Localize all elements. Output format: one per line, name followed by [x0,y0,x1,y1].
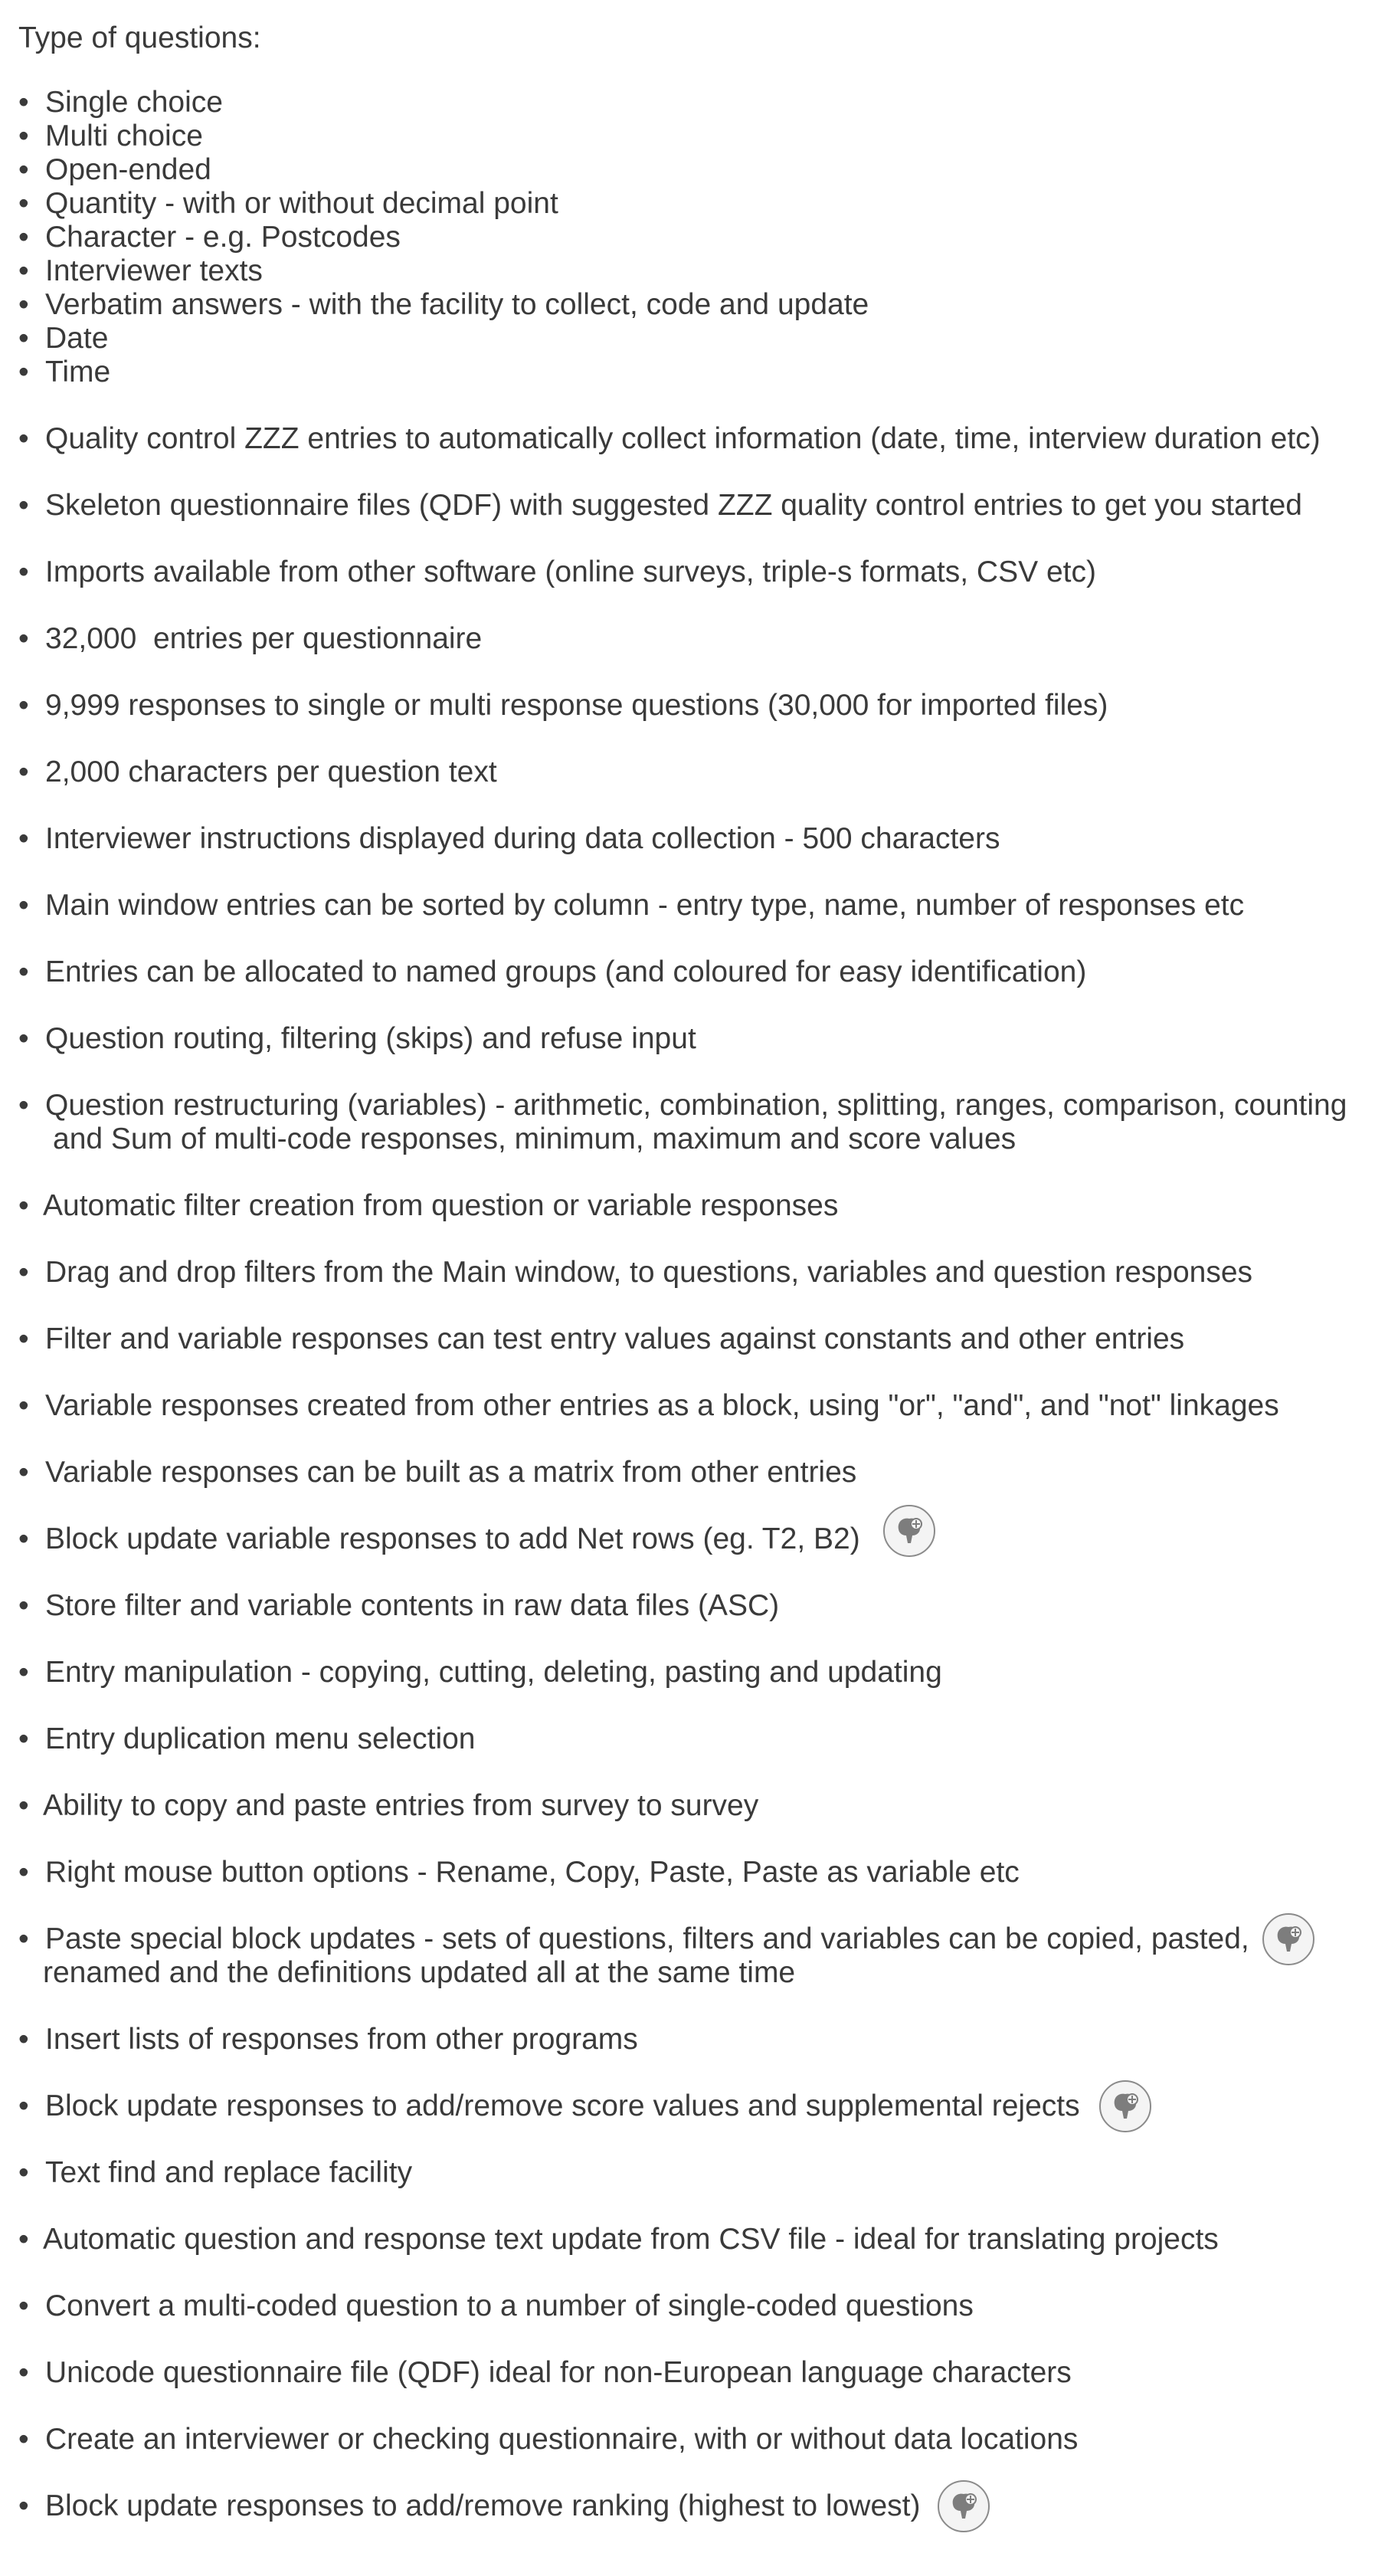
feature-text [45,1089,1347,1156]
bullet-icon: • [18,1022,29,1055]
feature-text: Block update variable responses to add Net rows (eg. T2, B2) [45,1522,860,1555]
question-type-text: Multi choice [45,120,203,152]
feature-text: Convert a multi-coded question to a number of single-coded questions [45,2289,974,2322]
bullet-icon: • [18,755,29,788]
bullet-icon: • [18,2223,29,2256]
bullet-icon: • [18,2423,29,2456]
bullet-icon: • [18,1656,29,1689]
feature-text-line1: Question restructuring (variables) - arithmetic, combination, splitting, ranges, comparison, counting [45,1089,1347,1122]
feature-text: Imports available from other software (online surveys, triple-s formats, CSV etc) [45,556,1096,588]
bullet-icon: • [18,1856,29,1889]
bullet-icon: • [18,322,29,355]
bullet-icon: • [18,1789,29,1822]
bullet-icon: • [18,1522,29,1555]
feature-text: 2,000 characters per question text [45,755,497,788]
feature-text: Question routing, filtering (skips) and refuse input [45,1022,696,1055]
new-feature-badge-icon [938,2480,990,2532]
bullet-icon: • [18,187,29,220]
question-type-text: Single choice [45,86,223,119]
bullet-icon: • [18,422,29,455]
feature-text [45,1922,1249,1990]
question-type-text: Open-ended [45,153,211,186]
page-heading: Type of questions: [18,21,261,54]
bullet-icon: • [18,2489,29,2522]
feature-text-line2: renamed and the definitions updated all at the same time [43,1956,796,1989]
feature-text: Variable responses created from other entries as a block, using "or", "and", and "not" linkages [45,1389,1279,1422]
bullet-icon: • [18,2356,29,2389]
feature-text: Interviewer instructions displayed during data collection - 500 characters [45,822,1000,855]
bullet-icon: • [18,221,29,254]
bullet-icon: • [18,288,29,321]
feature-text: Variable responses can be built as a matrix from other entries [45,1456,857,1489]
question-type-text: Character - e.g. Postcodes [45,221,401,254]
feature-text: Ability to copy and paste entries from survey to survey [43,1789,759,1822]
feature-text: Text find and replace facility [45,2156,413,2189]
bullet-icon: • [18,1189,29,1222]
feature-text: Skeleton questionnaire files (QDF) with suggested ZZZ quality control entries to get you started [45,489,1302,522]
bullet-icon: • [18,1256,29,1289]
bullet-icon: • [18,2156,29,2189]
question-type-text: Time [45,356,111,388]
bullet-icon: • [18,2023,29,2056]
feature-text: Entry manipulation - copying, cutting, deleting, pasting and updating [45,1656,942,1689]
bullet-icon: • [18,2089,29,2122]
question-type-text: Quantity - with or without decimal point [45,187,558,220]
feature-text: Filter and variable responses can test entry values against constants and other entries [45,1322,1185,1355]
feature-text: Block update responses to add/remove score values and supplemental rejects [45,2089,1080,2122]
feature-text: Entries can be allocated to named groups (and coloured for easy identification) [45,955,1087,988]
feature-text: Automatic filter creation from question or variable responses [43,1189,839,1222]
feature-text-line2: and Sum of multi-code responses, minimum, maximum and score values [53,1122,1017,1155]
feature-text-line1: Paste special block updates - sets of questions, filters and variables can be copied, pasted, [45,1922,1249,1955]
bullet-icon: • [18,1456,29,1489]
feature-text: Right mouse button options - Rename, Copy, Paste, Paste as variable etc [45,1856,1020,1889]
bullet-icon: • [18,1322,29,1355]
feature-text: Main window entries can be sorted by column - entry type, name, number of responses etc [45,889,1245,922]
feature-text: Insert lists of responses from other programs [45,2023,638,2056]
feature-text: 9,999 responses to single or multi response questions (30,000 for imported files) [45,689,1108,722]
question-type-text: Interviewer texts [45,254,263,287]
bullet-icon: • [18,1722,29,1755]
feature-text: Quality control ZZZ entries to automatically collect information (date, time, interview duration etc) [45,422,1321,455]
feature-text: Automatic question and response text update from CSV file - ideal for translating projects [43,2223,1219,2256]
bullet-icon: • [18,254,29,287]
feature-text: Create an interviewer or checking questionnaire, with or without data locations [45,2423,1079,2456]
new-feature-badge-icon [1099,2080,1151,2132]
feature-text: 32,000 entries per questionnaire [45,622,483,655]
new-feature-badge-icon [1262,1913,1314,1965]
bullet-icon: • [18,689,29,722]
bullet-icon: • [18,1589,29,1622]
bullet-icon: • [18,86,29,119]
bullet-icon: • [18,889,29,922]
question-type-text: Date [45,322,109,355]
bullet-icon: • [18,153,29,186]
bullet-icon: • [18,1389,29,1422]
feature-text: Unicode questionnaire file (QDF) ideal for non-European language characters [45,2356,1072,2389]
feature-text: Entry duplication menu selection [45,1722,476,1755]
bullet-icon: • [18,955,29,988]
feature-text: Block update responses to add/remove ranking (highest to lowest) [45,2489,921,2522]
bullet-icon: • [18,1089,29,1122]
bullet-icon: • [18,622,29,655]
feature-text: Store filter and variable contents in raw data files (ASC) [45,1589,780,1622]
question-type-text: Verbatim answers - with the facility to collect, code and update [45,288,869,321]
bullet-icon: • [18,1922,29,1955]
bullet-icon: • [18,356,29,388]
bullet-icon: • [18,120,29,152]
new-feature-badge-icon [883,1505,935,1557]
bullet-icon: • [18,822,29,855]
bullet-icon: • [18,2289,29,2322]
bullet-icon: • [18,489,29,522]
bullet-icon: • [18,556,29,588]
feature-text: Drag and drop filters from the Main window, to questions, variables and question responses [45,1256,1253,1289]
